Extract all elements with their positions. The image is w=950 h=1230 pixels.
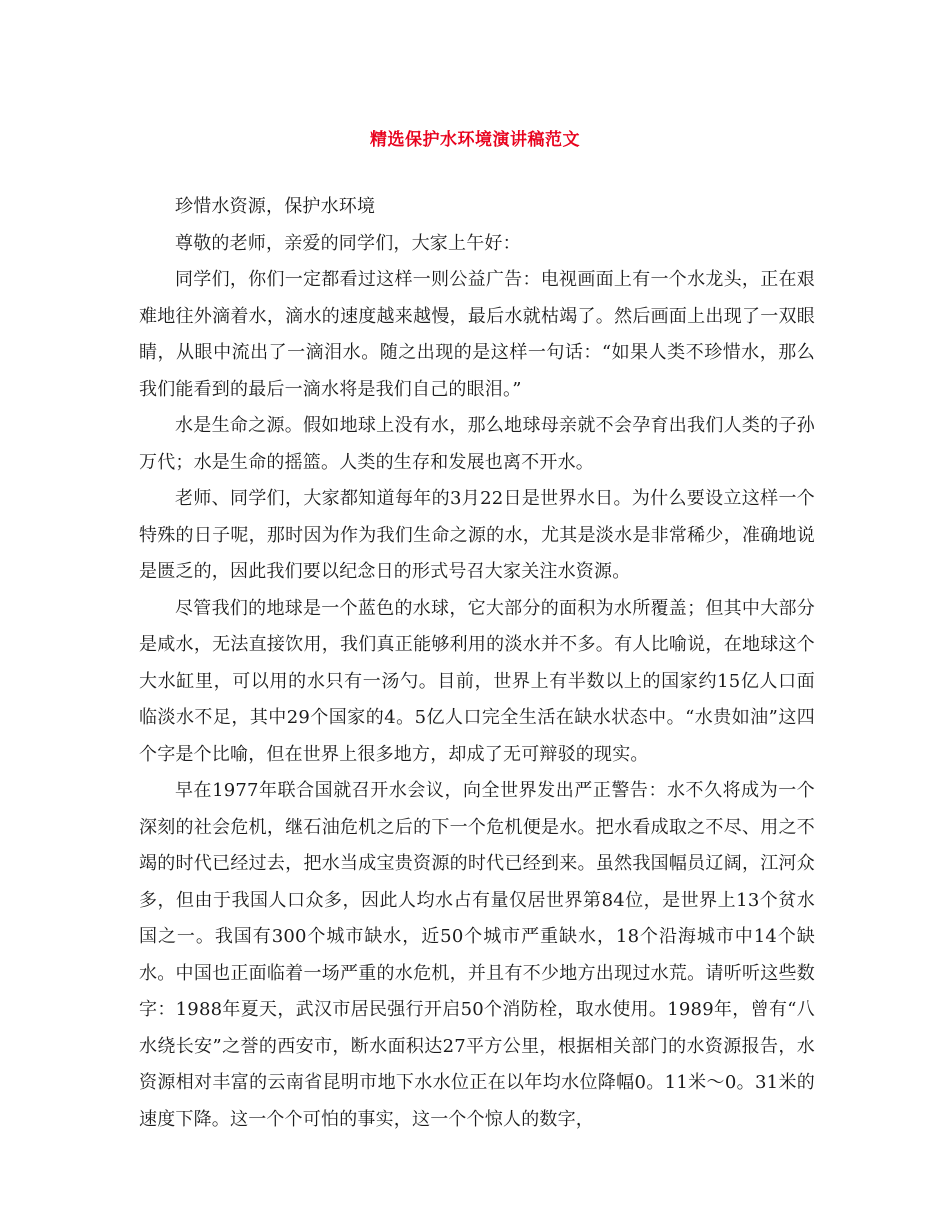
document-title: 精选保护水环境演讲稿范文 xyxy=(370,130,580,150)
paragraph-ad: 同学们，你们一定都看过这样一则公益广告：电视画面上有一个水龙头，正在艰难地往外滴着水，滴水的速度越来越慢，最后水就枯竭了。然后画面上出现了一双眼睛，从眼中流出了一滴泪水。随之出现的是这样一句话：“如果人类不珍惜水，那么我们能看到的最后一滴水将是我们自己的眼泪。” xyxy=(139,269,815,400)
paragraph-source-of-life: 水是生命之源。假如地球上没有水，那么地球母亲就不会孕育出我们人类的子孙万代；水是生命的摇篮。人类的生存和发展也离不开水。 xyxy=(139,415,815,473)
paragraph-world-water-day: 老师、同学们，大家都知道每年的3月22日是世界水日。为什么要设立这样一个特殊的日子呢，那时因为作为我们生命之源的水，尤其是淡水是非常稀少，准确地说是匮乏的，因此我们要以纪念日的形式号召大家关注水资源。 xyxy=(139,488,815,582)
paragraph-greeting: 尊敬的老师，亲爱的同学们，大家上午好： xyxy=(175,232,521,254)
paragraph-subtitle: 珍惜水资源，保护水环境 xyxy=(175,196,376,217)
document-body xyxy=(139,189,815,1138)
paragraph-water-crisis: 早在1977年联合国就召开水会议，向全世界发出严正警告：水不久将成为一个深刻的社会危机，继石油危机之后的下一个危机便是水。把水看成取之不尽、用之不竭的时代已经过去，把水当成宝贵资源的时代已经到来。虽然我国幅员辽阔，江河众多，但由于我国人口众多，因此人均水占有量仅居世界第84位，是世界上13个贫水国之一。我国有300个城市缺水，近50个城市严重缺水，18个沿海城市中14个缺水。中国也正面临着一场严重的水危机，并且有不少地方出现过水荒。请听听这些数字：1988年夏天，武汉市居民强行开启50个消防栓，取水使用。1989年，曾有“八水绕长安”之誉的西安市，断水面积达27平方公里，根据相关部门的水资源报告，水资源相对丰富的云南省昆明市地下水水位正在以年均水位降幅0。11米～0。31米的速度下降。这一个个可怕的事实，这一个个惊人的数字， xyxy=(139,780,815,1130)
paragraph-blue-planet: 尽管我们的地球是一个蓝色的水球，它大部分的面积为水所覆盖；但其中大部分是咸水，无法直接饮用，我们真正能够利用的淡水并不多。有人比喻说，在地球这个大水缸里，可以用的水只有一汤勺。目前，世界上有半数以上的国家约15亿人口面临淡水不足，其中29个国家的4。5亿人口完全生活在缺水状态中。“水贵如油”这四个字是个比喻，但在世界上很多地方，却成了无可辩驳的现实。 xyxy=(139,597,815,765)
